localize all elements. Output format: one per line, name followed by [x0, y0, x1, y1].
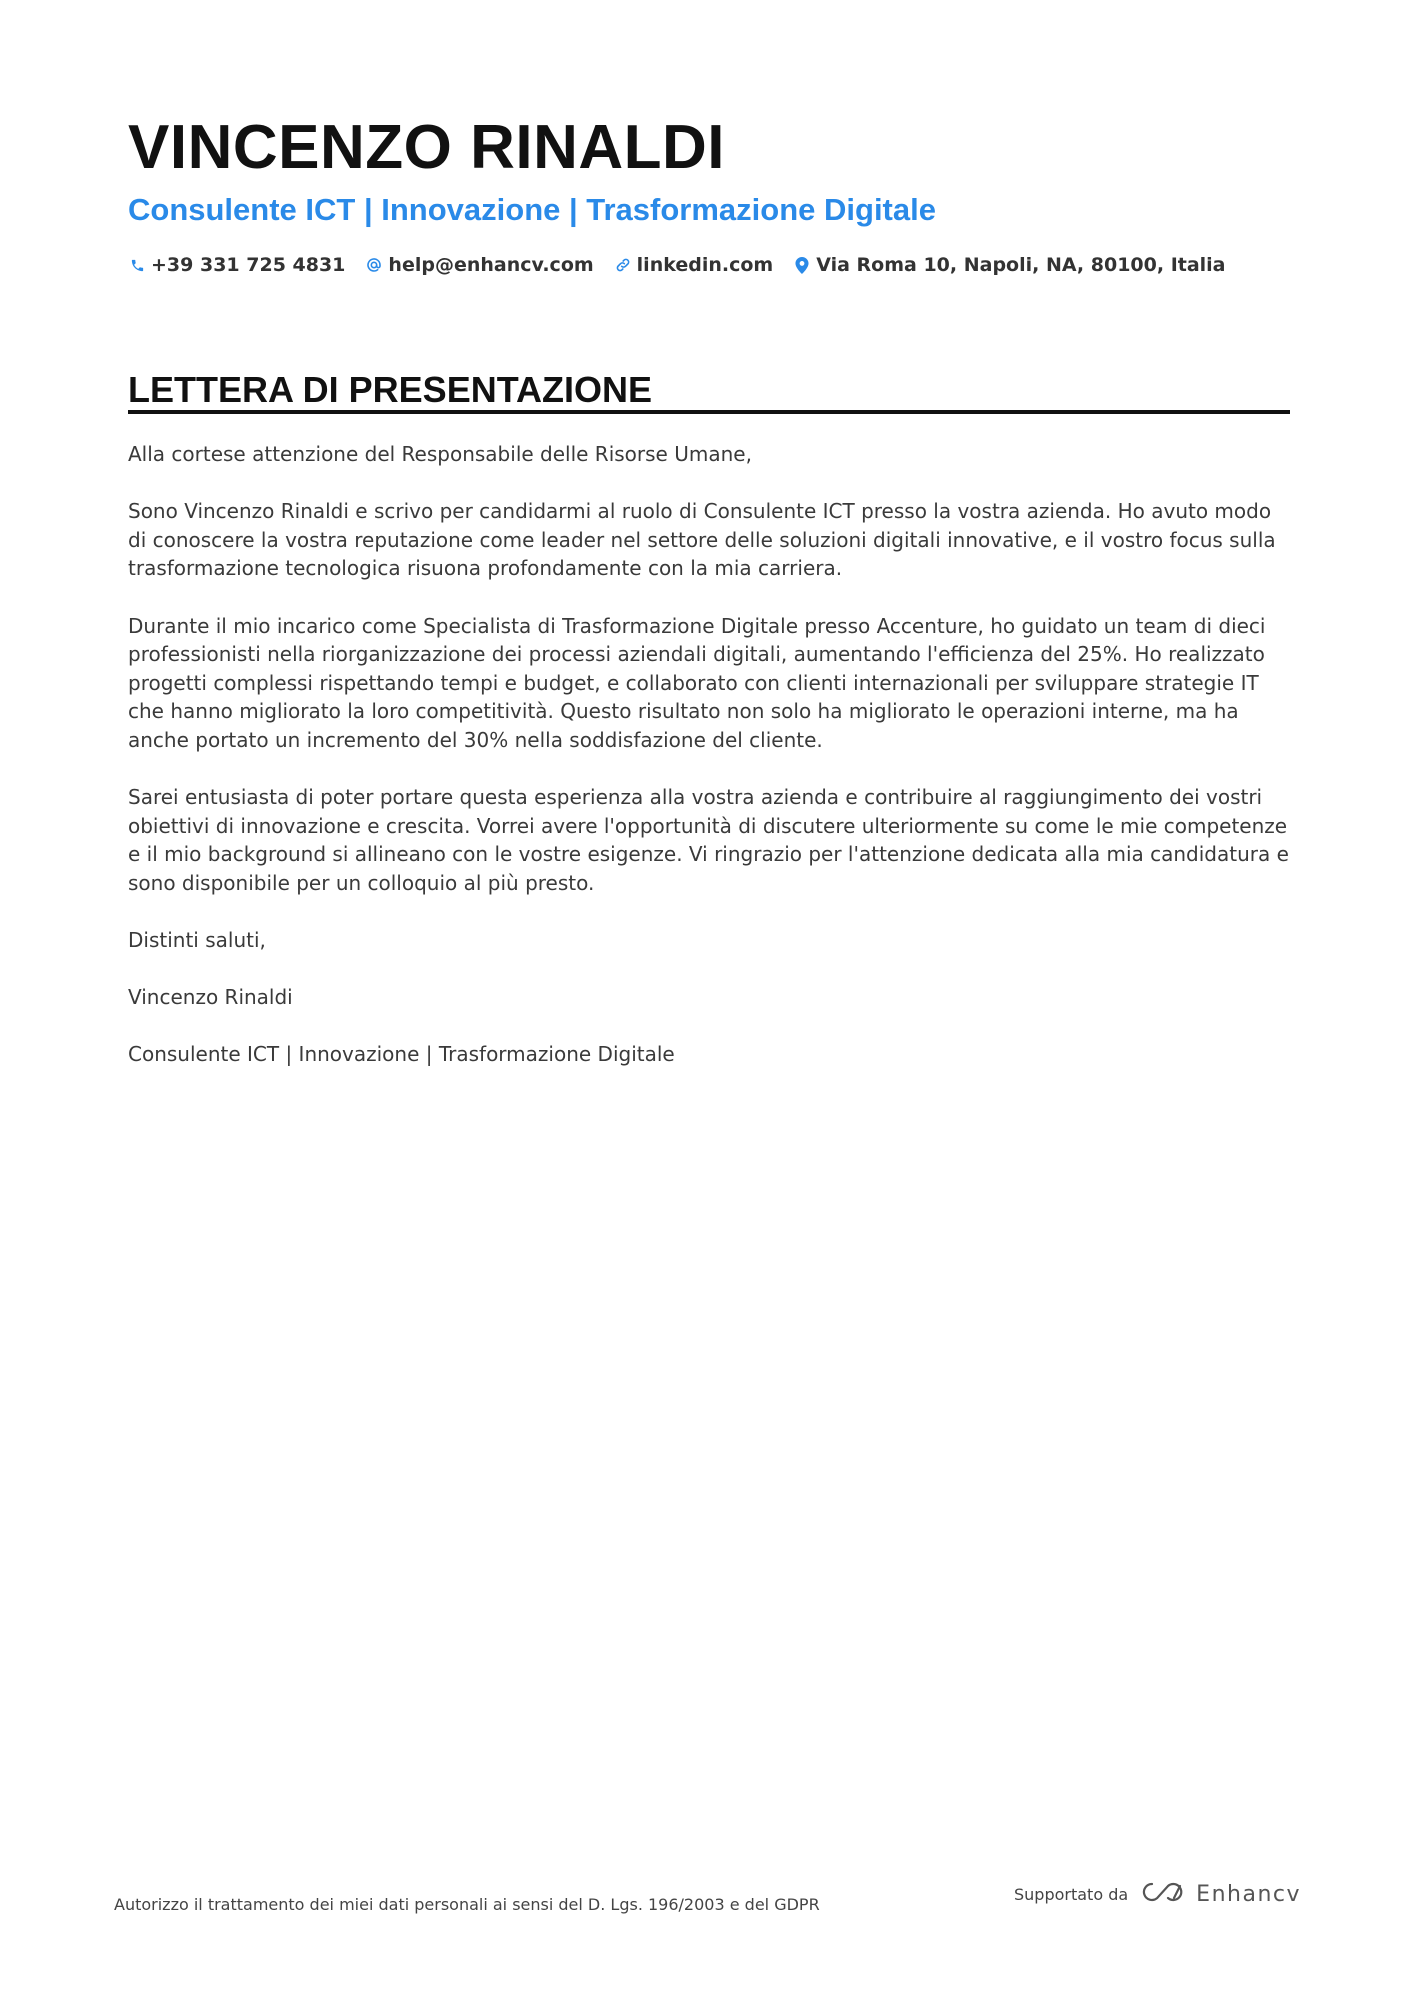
contact-phone-text: +39 331 725 4831: [151, 254, 346, 276]
section-title: LETTERA DI PRESENTAZIONE: [128, 369, 653, 410]
phone-icon: [128, 256, 146, 274]
contact-bar: [128, 254, 1246, 276]
letter-greeting: Alla cortese attenzione del Responsabile delle Risorse Umane,: [128, 442, 752, 466]
contact-linkedin[interactable]: [614, 254, 774, 276]
letter-body: [128, 440, 1290, 1098]
contact-linkedin-text: linkedin.com: [636, 254, 774, 276]
location-pin-icon: [793, 256, 811, 274]
signature-title: Consulente ICT | Innovazione | Trasformazione Digitale: [128, 1042, 675, 1067]
powered-by-label: Supportato da: [1014, 1884, 1129, 1904]
contact-email-text: help@enhancv.com: [388, 254, 594, 276]
contact-address-text: Via Roma 10, Napoli, NA, 80100, Italia: [816, 254, 1226, 276]
letter-closing: Distinti saluti,: [128, 928, 266, 953]
powered-by[interactable]: [1014, 1880, 1301, 1908]
candidate-headline: Consulente ICT | Innovazione | Trasformazione Digitale: [128, 192, 936, 227]
letter-paragraph-3: Sarei entusiasta di poter portare questa esperienza alla vostra azienda e contribuire al raggiungimento dei vostri obiettivi di innovazione e crescita. Vorrei avere l'opportunità di discutere ulteriormente su come le mie competenze e il mio background si allineano con le vostre esigenze. Vi ringrazio per l'attenzione dedicata alla mia candidatura e sono disponibile per un colloquio al più presto.: [128, 785, 1289, 895]
section-divider: [128, 410, 1290, 414]
enhancv-brand: Enhancv: [1196, 1881, 1301, 1907]
at-icon: [365, 256, 383, 274]
privacy-consent-note: Autorizzo il trattamento dei miei dati personali ai sensi del D. Lgs. 196/2003 e del GDPR: [114, 1895, 820, 1914]
enhancv-logo-icon: [1140, 1880, 1186, 1908]
contact-address: [793, 254, 1225, 276]
letter-paragraph-1: Sono Vincenzo Rinaldi e scrivo per candidarmi al ruolo di Consulente ICT presso la vostra azienda. Ho avuto modo di conoscere la vostra reputazione come leader nel settore delle soluzioni digitali innovative, e il vostro focus sulla trasformazione tecnologica risuona profondamente con la mia carriera.: [128, 499, 1276, 581]
contact-email[interactable]: [365, 254, 593, 276]
letter-paragraph-2: Durante il mio incarico come Specialista di Trasformazione Digitale presso Accenture, ho guidato un team di dieci professionisti nella riorganizzazione dei processi aziendali digitali, aumentando l'efficienza del 25%. Ho realizzato progetti complessi rispettando tempi e budget, e collaborato con clienti internazionali per sviluppare strategie IT che hanno migliorato la loro competitività. Questo risultato non solo ha migliorato le operazioni interne, ma ha anche portato un incremento del 30% nella soddisfazione del cliente.: [128, 613, 1266, 752]
signature-name: Vincenzo Rinaldi: [128, 985, 293, 1010]
contact-phone[interactable]: [128, 254, 345, 276]
link-icon: [614, 256, 632, 274]
candidate-name: VINCENZO RINALDI: [128, 113, 725, 182]
